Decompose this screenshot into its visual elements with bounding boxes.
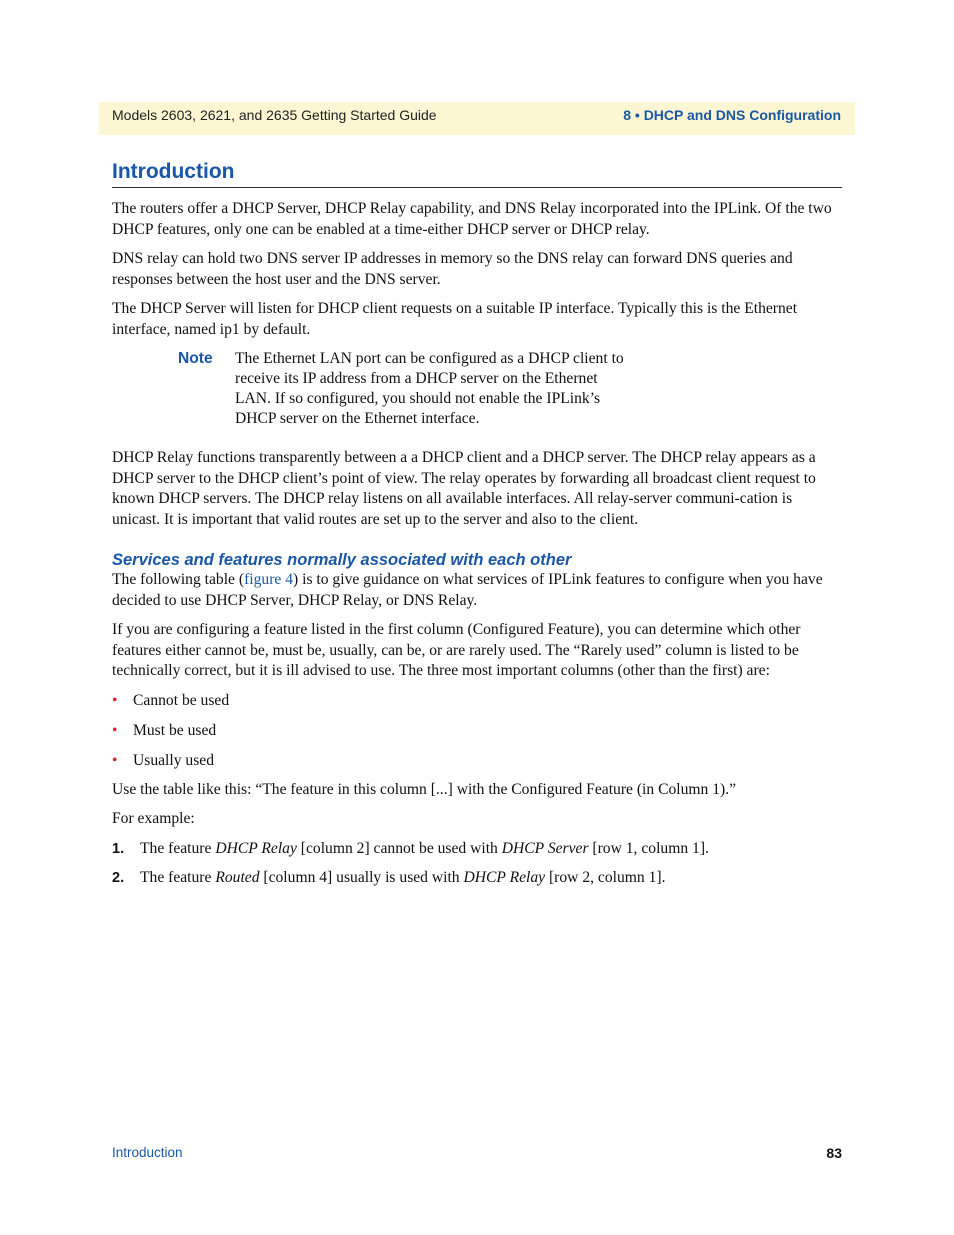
bullet-text: Cannot be used: [133, 691, 230, 709]
note-block: [112, 349, 625, 429]
example-label: For example:: [112, 810, 195, 827]
bullet-list: [112, 691, 842, 771]
subsection-title: Services and features normally associated with each other: [112, 551, 572, 569]
step-text: [column 4] usually is used with: [259, 868, 464, 886]
subsection-paragraph-2: If you are configuring a feature listed in the first column (Configured Feature), you can determine which other features either cannot be, must be, usually, can be, or are rarely used. The “Rarely used” column is listed to be technically correct, but it is ill advised to use. The three most important columns (other than the first) are:: [112, 621, 801, 679]
intro-paragraph-3: The DHCP Server will listen for DHCP client requests on a suitable IP interface. Typically this is the Ethernet interface, named ip1 by default.: [112, 300, 798, 338]
step-feature: DHCP Server: [501, 839, 589, 857]
step-feature: DHCP Relay: [215, 839, 297, 857]
step-text: [column 2] cannot be used with: [296, 839, 502, 857]
note-label: Note: [178, 350, 213, 367]
example-steps: [112, 839, 842, 888]
step-text: The feature: [140, 868, 216, 886]
list-item: [112, 691, 842, 711]
bullet-text: Must be used: [133, 721, 217, 739]
list-item: [112, 839, 842, 859]
page-content: [112, 160, 842, 897]
usage-paragraph: Use the table like this: “The feature in this column [...] with the Configured Feature (in Column 1).”: [112, 780, 737, 798]
bullet-icon: •: [112, 751, 118, 769]
relay-paragraph: DHCP Relay functions transparently between a a DHCP client and a DHCP server. The DHCP relay appears as a DHCP server to the DHCP client’s point of view. The relay operates by forwarding all broadcast client request to known DHCP servers. The DHCP relay listens on all available interfaces. All relay-server communi-cation is unicast. It is important that valid routes are set up to the server and also to the client.: [112, 449, 816, 528]
header-chapter-title: 8 • DHCP and DNS Configuration: [623, 107, 841, 123]
footer-section-name: Introduction: [112, 1145, 183, 1160]
intro-paragraph-2: DNS relay can hold two DNS server IP addresses in memory so the DNS relay can forward DNS queries and responses between the host user and the DNS server.: [112, 250, 793, 288]
step-text: The feature: [140, 839, 216, 857]
intro-text-before: The following table (: [112, 571, 245, 588]
bullet-icon: •: [112, 721, 118, 739]
section-title: Introduction: [112, 160, 842, 188]
subsection-intro: [112, 570, 842, 611]
step-text: [row 2, column 1].: [545, 868, 666, 886]
header-guide-title: Models 2603, 2621, and 2635 Getting Started Guide: [112, 107, 437, 123]
step-text: [row 1, column 1].: [588, 839, 709, 857]
list-item: [112, 751, 842, 771]
intro-text-after: ) is to give guidance on what services of IPLink features to configure when you have decided to use DHCP Server, DHCP Relay, or DNS Relay.: [112, 571, 823, 609]
step-feature: Routed: [215, 868, 260, 886]
step-number: 1.: [112, 840, 125, 857]
running-header: [99, 102, 855, 135]
figure-4-link[interactable]: figure 4: [244, 571, 294, 588]
note-text: The Ethernet LAN port can be configured as a DHCP client to receive its IP address from a DHCP server on the Ethernet LAN. If so configured, you should not enable the IPLink’s DHCP server on the Ethernet interface.: [235, 350, 624, 427]
intro-paragraph-1: The routers offer a DHCP Server, DHCP Relay capability, and DNS Relay incorporated into the IPLink. Of the two DHCP features, only one can be enabled at a time-either DHCP server or DHCP relay.: [112, 200, 832, 238]
page-number: 83: [826, 1145, 842, 1161]
step-feature: DHCP Relay: [463, 868, 546, 886]
list-item: [112, 868, 842, 888]
bullet-text: Usually used: [133, 751, 214, 769]
step-number: 2.: [112, 869, 125, 886]
bullet-icon: •: [112, 691, 118, 709]
list-item: [112, 721, 842, 741]
